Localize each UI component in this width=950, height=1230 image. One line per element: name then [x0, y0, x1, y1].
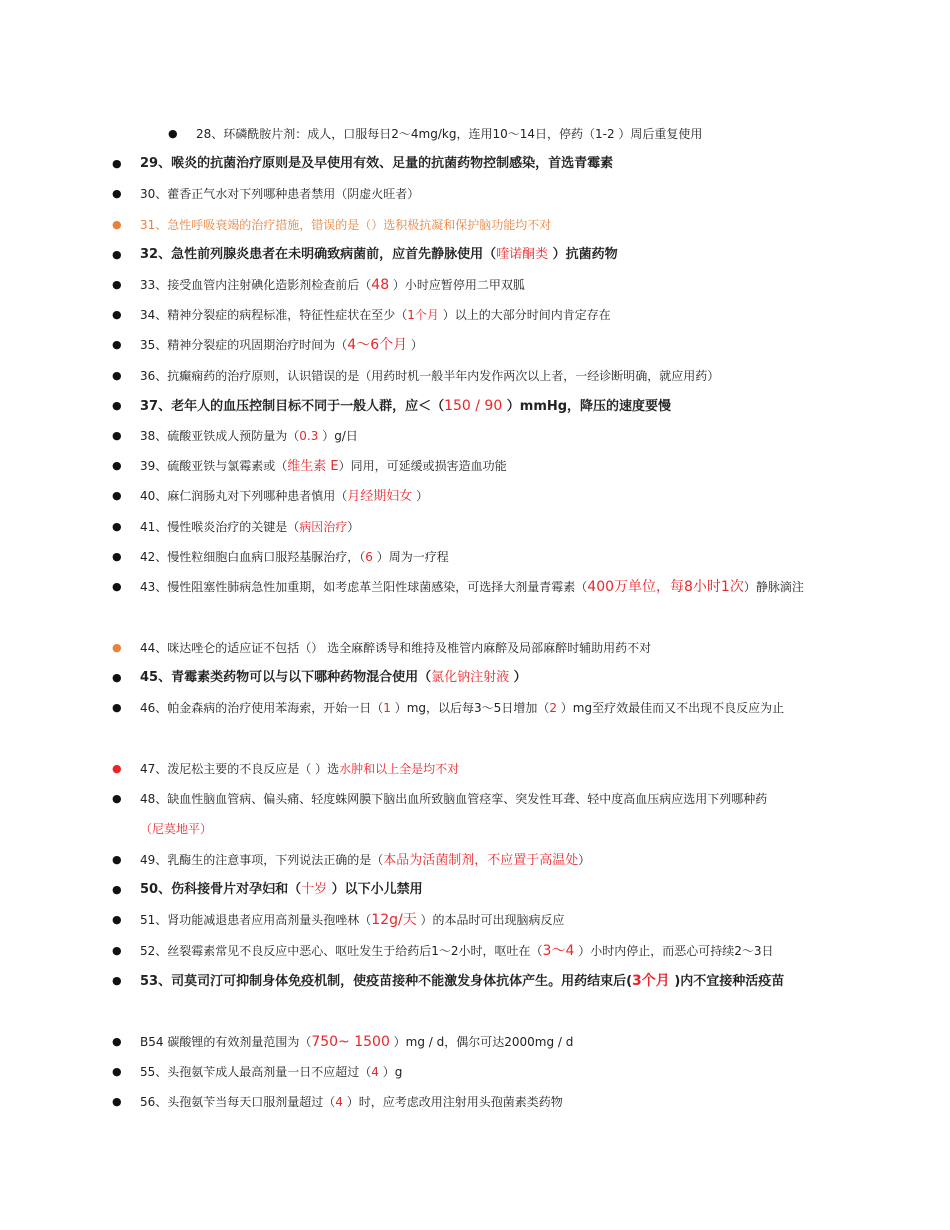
- item-text: ）mg / d，偶尔可达2000mg / d: [389, 1035, 574, 1049]
- item-text: 30、藿香正气水对下列哪种患者禁用（阴虚火旺者）: [140, 187, 420, 201]
- answer-text: 4～6个月: [347, 337, 408, 353]
- answer-text: 150 / 90: [444, 398, 503, 414]
- list-item: [112, 905, 820, 935]
- list-item: [112, 936, 820, 966]
- bullet-icon: ●: [112, 641, 122, 654]
- answer-text: 十岁: [301, 882, 328, 897]
- item-text: 53、司莫司汀可抑制身体免疫机制，使疫苗接种不能激发身体抗体产生。用药结束后(: [140, 974, 633, 989]
- answer-text: 6: [365, 550, 373, 564]
- item-text: ）的本品时可出现脑病反应: [416, 913, 565, 927]
- item-text: ）小时应暂停用二甲双胍: [389, 278, 525, 292]
- item-text: B54 碳酸锂的有效剂量范围为（: [140, 1035, 312, 1049]
- answer-text: 12g/天: [371, 912, 417, 928]
- item-text: ）mmHg，降压的速度要慢: [502, 399, 672, 414]
- item-text: 51、肾功能减退患者应用高剂量头孢唑林（: [140, 913, 372, 927]
- list-item: [112, 300, 820, 330]
- list-item: [112, 210, 820, 240]
- item-text: )内不宜接种活疫苗: [669, 974, 785, 989]
- item-text: ）g: [378, 1065, 403, 1079]
- list-item: [112, 663, 820, 693]
- item-text: 34、精神分裂症的病程标准，特征性症状在至少（: [140, 308, 408, 322]
- list-item: [112, 149, 820, 179]
- item-text: 36、抗癫痫药的治疗原则，认识错误的是（用药时机一般半年内发作两次以上者，一经诊断明确，就应用药）: [140, 369, 720, 383]
- bullet-icon: ●: [112, 1065, 122, 1078]
- answer-text: 月经期妇女: [347, 489, 413, 504]
- list-item: [112, 179, 820, 209]
- answer-text: 氯化钠注射液: [431, 670, 510, 685]
- item-text: ）同用，可延缓或损害造血功能: [338, 459, 507, 473]
- item-text: ）: [509, 670, 527, 685]
- answer-text: 3个月: [632, 973, 670, 989]
- item-text: ）: [412, 489, 429, 503]
- item-text: 50、伤科接骨片对孕妇和（: [140, 882, 302, 897]
- list-item: [112, 361, 820, 391]
- answer-text: 本品为活菌制剂，不应置于高温处: [383, 853, 579, 868]
- list-item: [112, 572, 820, 602]
- bullet-icon: ●: [112, 157, 122, 170]
- item-text: 42、慢性粒细胞白血病口服羟基脲治疗，（: [140, 550, 366, 564]
- item-text: 49、乳酶生的注意事项，下列说法正确的是（: [140, 853, 384, 867]
- item-text: 38、硫酸亚铁成人预防量为（: [140, 429, 300, 443]
- list-item: [112, 481, 820, 512]
- bullet-icon: ●: [112, 187, 122, 200]
- item-text: 35、精神分裂症的巩固期治疗时间为（: [140, 338, 348, 352]
- bullet-icon: ●: [112, 974, 122, 987]
- list-item: [112, 421, 820, 451]
- item-text: 29、喉炎的抗菌治疗原则是及早使用有效、足量的抗菌药物控制感染，首选青霉素: [140, 156, 614, 171]
- list-item: [168, 119, 816, 149]
- item-text: 55、头孢氨苄成人最高剂量一日不应超过（: [140, 1065, 372, 1079]
- list-item: [112, 1057, 820, 1087]
- answer-text: 维生素 E: [287, 459, 339, 474]
- bullet-icon: ●: [112, 218, 122, 231]
- list-item: [112, 875, 820, 905]
- item-text: 45、青霉素类药物可以与以下哪种药物混合使用（: [140, 670, 432, 685]
- item-text: 32、急性前列腺炎患者在未明确致病菌前，应首先静脉使用（: [140, 247, 497, 262]
- bullet-icon: ●: [112, 520, 122, 533]
- answer-text: 750~ 1500: [311, 1034, 390, 1050]
- list-item: [112, 240, 820, 270]
- item-text: ）静脉滴注: [743, 580, 804, 594]
- list-item: [112, 270, 820, 300]
- answer-text: 病因治疗: [299, 520, 348, 534]
- bullet-icon: ●: [112, 308, 122, 321]
- answer-text: 0.3: [299, 429, 319, 443]
- bullet-icon: ●: [112, 762, 122, 775]
- item-text: 41、慢性喉炎治疗的关键是（: [140, 520, 300, 534]
- list-item: [112, 1087, 820, 1117]
- bullet-icon: ●: [112, 580, 122, 593]
- answer-text: 水肿和以上全是均不对: [339, 762, 460, 776]
- item-text: 40、麻仁润肠丸对下列哪种患者慎用（: [140, 489, 348, 503]
- bullet-icon: ●: [112, 913, 122, 926]
- bullet-icon: ●: [112, 1095, 122, 1108]
- bullet-icon: ●: [112, 248, 122, 261]
- bullet-icon: ●: [112, 883, 122, 896]
- list-item: [112, 391, 820, 422]
- bullet-icon: ●: [112, 489, 122, 502]
- bullet-icon: ●: [168, 127, 178, 140]
- item-text: 48、缺血性脑血管病、偏头痛、轻度蛛网膜下脑出血所致脑血管痉挛、突发性耳聋、轻中度高血压病应选用下列哪种药: [140, 792, 768, 806]
- bullet-icon: ●: [112, 853, 122, 866]
- item-text: ）周为一疗程: [372, 550, 449, 564]
- item-text: 33、接受血管内注射碘化造影剂检查前后（: [140, 278, 372, 292]
- item-text: ）小时内停止，而恶心可持续2～3日: [574, 944, 774, 958]
- bullet-icon: ●: [112, 399, 122, 412]
- item-text: ）: [347, 520, 360, 534]
- bullet-icon: ●: [112, 459, 122, 472]
- bullet-icon: ●: [112, 369, 122, 382]
- list-item: [112, 542, 820, 572]
- list-item: [112, 512, 820, 542]
- item-text: ）时，应考虑改用注射用头孢菌素类药物: [342, 1095, 563, 1109]
- item-text: ）: [407, 338, 423, 352]
- list-item: [112, 633, 820, 663]
- list-item: [112, 330, 820, 360]
- answer-text: 3～4: [542, 943, 575, 959]
- answer-text: 4: [335, 1095, 343, 1109]
- list-item: [112, 693, 810, 723]
- answer-text: 400万单位，每8小时1次: [587, 579, 744, 595]
- item-text: 44、咪达唑仑的适应证不包括（） 选全麻醉诱导和维持及椎管内麻醉及局部麻醉时辅助用药不对: [140, 641, 652, 655]
- item-text: ）mg，以后每3～5日增加（: [390, 701, 550, 715]
- list-item: [112, 754, 820, 784]
- item-text: 37、老年人的血压控制目标不同于一般人群，应＜（: [140, 399, 445, 414]
- bullet-icon: ●: [112, 278, 122, 291]
- list-item: [112, 784, 800, 844]
- item-text: ）mg至疗效最佳而又不出现不良反应为止: [556, 701, 785, 715]
- answer-text: 1个月: [407, 308, 439, 322]
- list-item: [112, 451, 820, 482]
- answer-text: （尼莫地平）: [140, 822, 213, 836]
- bullet-icon: ●: [112, 338, 122, 351]
- item-text: ）g/日: [318, 429, 358, 443]
- item-text: 52、丝裂霉素常见不良反应中恶心、呕吐发生于给药后1～2小时，呕吐在（: [140, 944, 543, 958]
- item-text: ）抗菌药物: [548, 247, 618, 262]
- bullet-icon: ●: [112, 671, 122, 684]
- bullet-icon: ●: [112, 550, 122, 563]
- list-item: [112, 1027, 820, 1057]
- item-text: 28、环磷酰胺片剂：成人，口服每日2～4mg/kg，连用10～14日，停药（1-2 ）周后重复使用: [196, 127, 703, 141]
- bullet-icon: ●: [112, 429, 122, 442]
- item-text: 46、帕金森病的治疗使用苯海索，开始一日（: [140, 701, 384, 715]
- bullet-icon: ●: [112, 944, 122, 957]
- answer-text: 喹诺酮类: [496, 247, 549, 262]
- list-item: [112, 966, 810, 997]
- item-text: ）以上的大部分时间内肯定存在: [438, 308, 611, 322]
- item-text: ）: [578, 853, 591, 867]
- item-text: 56、头孢氨苄当每天口服剂量超过（: [140, 1095, 336, 1109]
- item-text: 31、急性呼吸衰竭的治疗措施，错误的是（）选积极抗凝和保护脑功能均不对: [140, 218, 552, 232]
- bullet-icon: ●: [112, 701, 122, 714]
- list-item: [112, 845, 820, 876]
- answer-text: 2: [549, 701, 557, 715]
- item-text: 39、硫酸亚铁与氯霉素或（: [140, 459, 288, 473]
- item-text: 47、泼尼松主要的不良反应是（ ）选: [140, 762, 340, 776]
- answer-text: 48: [371, 277, 390, 293]
- item-text: ）以下小儿禁用: [327, 882, 423, 897]
- item-text: 43、慢性阻塞性肺病急性加重期，如考虑革兰阳性球菌感染，可选择大剂量青霉素（: [140, 580, 588, 594]
- bullet-icon: ●: [112, 792, 122, 805]
- bullet-icon: ●: [112, 1035, 122, 1048]
- answer-text: 4: [371, 1065, 379, 1079]
- answer-text: 1: [383, 701, 391, 715]
